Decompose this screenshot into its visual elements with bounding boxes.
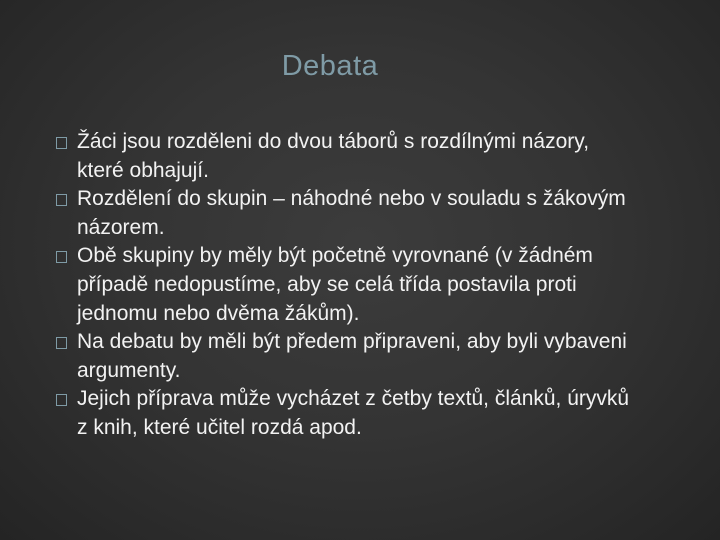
- bullet-text: Rozdělení do skupin – náhodné nebo v souladu s žákovým názorem.: [77, 187, 626, 239]
- square-bullet-icon: [56, 251, 67, 263]
- list-item: [60, 328, 640, 385]
- bullet-text: Obě skupiny by měly být početně vyrovnané (v žádném případě nedopustíme, aby se celá třída postavila proti jednomu nebo dvěma žákům).: [77, 244, 593, 325]
- list-item: [60, 385, 640, 442]
- square-bullet-icon: [56, 137, 67, 149]
- bullet-text: Na debatu by měli být předem připraveni, aby byli vybaveni argumenty.: [77, 330, 627, 382]
- bullet-text: Jejich příprava může vycházet z četby textů, článků, úryvků z knih, které učitel rozdá apod.: [77, 387, 630, 439]
- list-item: [60, 185, 640, 242]
- list-item: [60, 128, 640, 185]
- bullet-text: Žáci jsou rozděleni do dvou táborů s rozdílnými názory, které obhajují.: [77, 130, 590, 182]
- bullet-list: [60, 128, 640, 443]
- square-bullet-icon: [56, 394, 67, 406]
- slide-title: Debata: [281, 50, 379, 82]
- list-item: [60, 242, 640, 328]
- square-bullet-icon: [56, 194, 67, 206]
- square-bullet-icon: [56, 337, 67, 349]
